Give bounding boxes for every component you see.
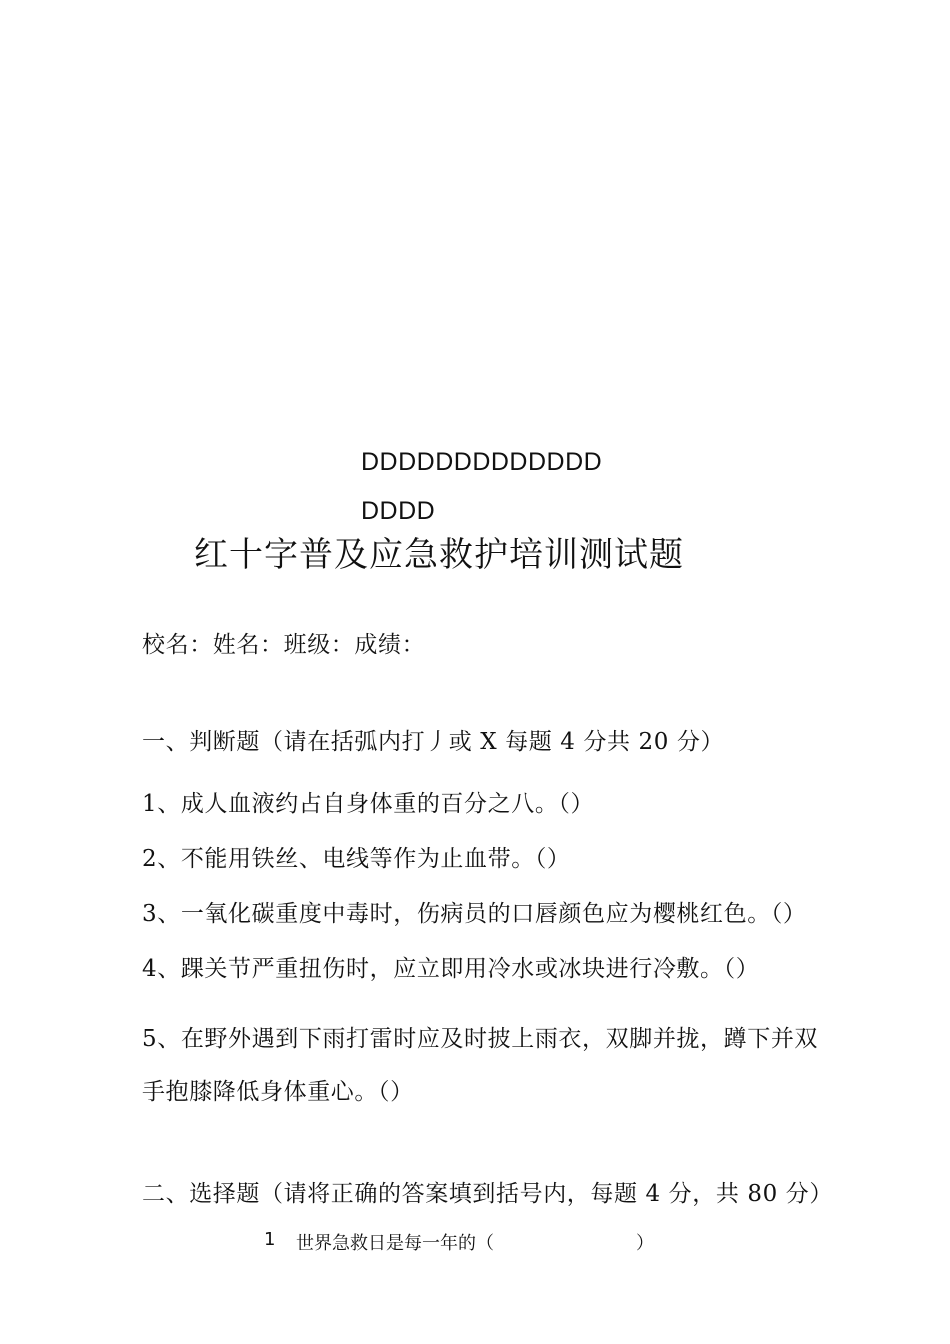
question-1-3: 3、一氧化碳重度中毒时，伤病员的口唇颜色应为樱桃红色。（） — [142, 901, 807, 927]
section-2-heading: 二、选择题（请将正确的答案填到括号内，每题 4 分，共 80 分） — [142, 1181, 833, 1207]
section-1-heading: 一、判断题（请在括弧内打丿或 X 每题 4 分共 20 分） — [142, 729, 725, 755]
question-2-1-text: 世界急救日是每一年的（ — [296, 1233, 494, 1254]
question-1-1: 1、成人血液约占自身体重的百分之八。（） — [142, 791, 595, 817]
page-title: 红十字普及应急救护培训测试题 — [194, 535, 684, 575]
garbled-header-line-2: DDDD — [361, 497, 436, 525]
garbled-header-line-1: DDDDDDDDDDDDD — [361, 448, 603, 476]
question-1-5-line-2: 手抱膝降低身体重心。（） — [142, 1079, 414, 1105]
question-1-4: 4、踝关节严重扭伤时，应立即用冷水或冰块进行冷敷。（） — [142, 956, 760, 982]
question-1-5-line-1: 5、在野外遇到下雨打雷时应及时披上雨衣，双脚并拢，蹲下并双 — [142, 1026, 819, 1052]
question-1-2: 2、不能用铁丝、电线等作为止血带。（） — [142, 846, 571, 872]
question-2-1-answer-close: ） — [636, 1233, 654, 1254]
question-2-1-number: 1 — [264, 1229, 276, 1250]
student-info-line: 校名：姓名：班级：成绩： — [142, 632, 426, 658]
